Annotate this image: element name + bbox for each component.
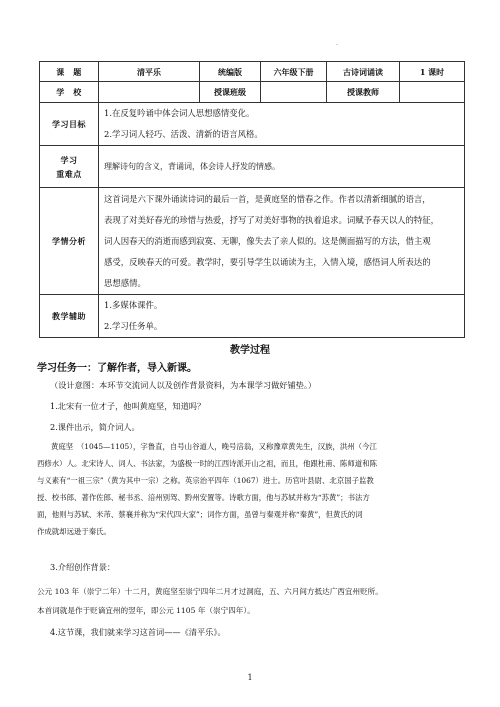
- edition: 统编版: [200, 62, 261, 82]
- question-1: 1.北宋有一位才子，他叫黄庭坚，知道吗？: [50, 401, 206, 411]
- section-title: 教学过程: [230, 345, 270, 356]
- goals-content: [99, 103, 465, 146]
- key-points-content: 理解诗句的含义，背诵词，体会诗人抒发的情感。: [99, 146, 465, 188]
- analysis-content: 这首词是六下课外诵读诗词的最后一首，是黄庭坚的惜春之作。作者以清新细腻的语言， 表现了对美好春光的珍惜与热爱，抒写了对美好事物的执着追求。词赋予春天以人的特征， 词人因春天的消逝而感到寂寞、无聊，像失去了亲人似的。这是侧面描写的方法，借主观 感受，反映春天的可爱。教学时，要引导学生以诵读为主，入情入境，感悟词人所表达的 思想感情。: [99, 188, 465, 295]
- school-label: 学 校: [40, 82, 99, 103]
- key-points-label: 学习 重难点: [40, 146, 99, 188]
- aids-content: 1.多媒体课件。 2.学习任务单。: [99, 295, 465, 338]
- question-4: 4.这节课，我们就来学习这首词——《清平乐》。: [50, 627, 226, 637]
- background-text: 公元 103 年（崇宁二年）十二月，黄庭坚至崇宁四年二月才过洞庭，五、六月间方抵达广西宜州贬所。 本首词就是作于贬谪宜州的翌年，即公元 1105 年（崇宁四年）。: [37, 587, 383, 615]
- table-row: [40, 62, 465, 82]
- school-value: [99, 82, 200, 103]
- design-intent: （设计意图：本环节交流词人以及创作背景资料，为本课学习做好铺垫。）: [50, 380, 317, 390]
- table-row: [40, 188, 465, 295]
- header-mark: -: [336, 41, 339, 48]
- course-label: 课 题: [40, 62, 99, 82]
- task-heading: 学习任务一：了解作者，导入新课。: [37, 363, 197, 374]
- grade: 六年级下册: [261, 62, 327, 82]
- table-row: [40, 295, 465, 338]
- goal-item: 2.学习词人轻巧、活泼、清新的语言风格。: [104, 129, 263, 139]
- analysis-label: 学情分析: [40, 188, 99, 295]
- question-3: 3.介绍创作背景：: [50, 562, 116, 572]
- class-value: [261, 82, 327, 103]
- question-2: 2.课件出示，简介词人。: [50, 422, 140, 432]
- teacher-value: [400, 82, 465, 103]
- author-bio: 黄庭坚 （1045—1105），字鲁直，自号山谷道人，晚号涪翁，又称豫章黄先生，汉族，洪州（今江 西修水）人。北宋诗人、词人、书法家，为盛极一时的江西诗派开山之祖，而且，他跟杜甫、陈师道和陈 与义素有“一祖三宗”（黄为其中一宗）之称。英宗治平四年（1067）进士。历官叶县尉、北京国子监教 授、校书郎、著作佐郎、秘书丞、涪州别驾、黔州安置等。诗歌方面，他与苏轼并称为“苏黄”；书法方 面，他则与苏轼、米芾、蔡襄并称为“宋代四大家”；词作方面，虽曾与秦观并称“秦黄”，但黄氏的词 作成就却远逊于秦氏。: [37, 442, 377, 536]
- teacher-label: 授课教师: [327, 82, 400, 103]
- aids-label: 教学辅助: [40, 295, 99, 338]
- lesson-info-table: [39, 61, 465, 338]
- goals-label: 学习目标: [40, 103, 99, 146]
- lesson-type: 古诗词诵读: [327, 62, 400, 82]
- page-number: 1: [247, 673, 253, 682]
- table-row: [40, 82, 465, 103]
- table-row: [40, 103, 465, 146]
- class-label: 授课班级: [200, 82, 261, 103]
- course-title: 清平乐: [99, 62, 200, 82]
- class-hours: 1 课时: [400, 62, 465, 82]
- table-row: [40, 146, 465, 188]
- goal-item: 1.在反复吟诵中体会词人思想感情变化。: [104, 108, 255, 118]
